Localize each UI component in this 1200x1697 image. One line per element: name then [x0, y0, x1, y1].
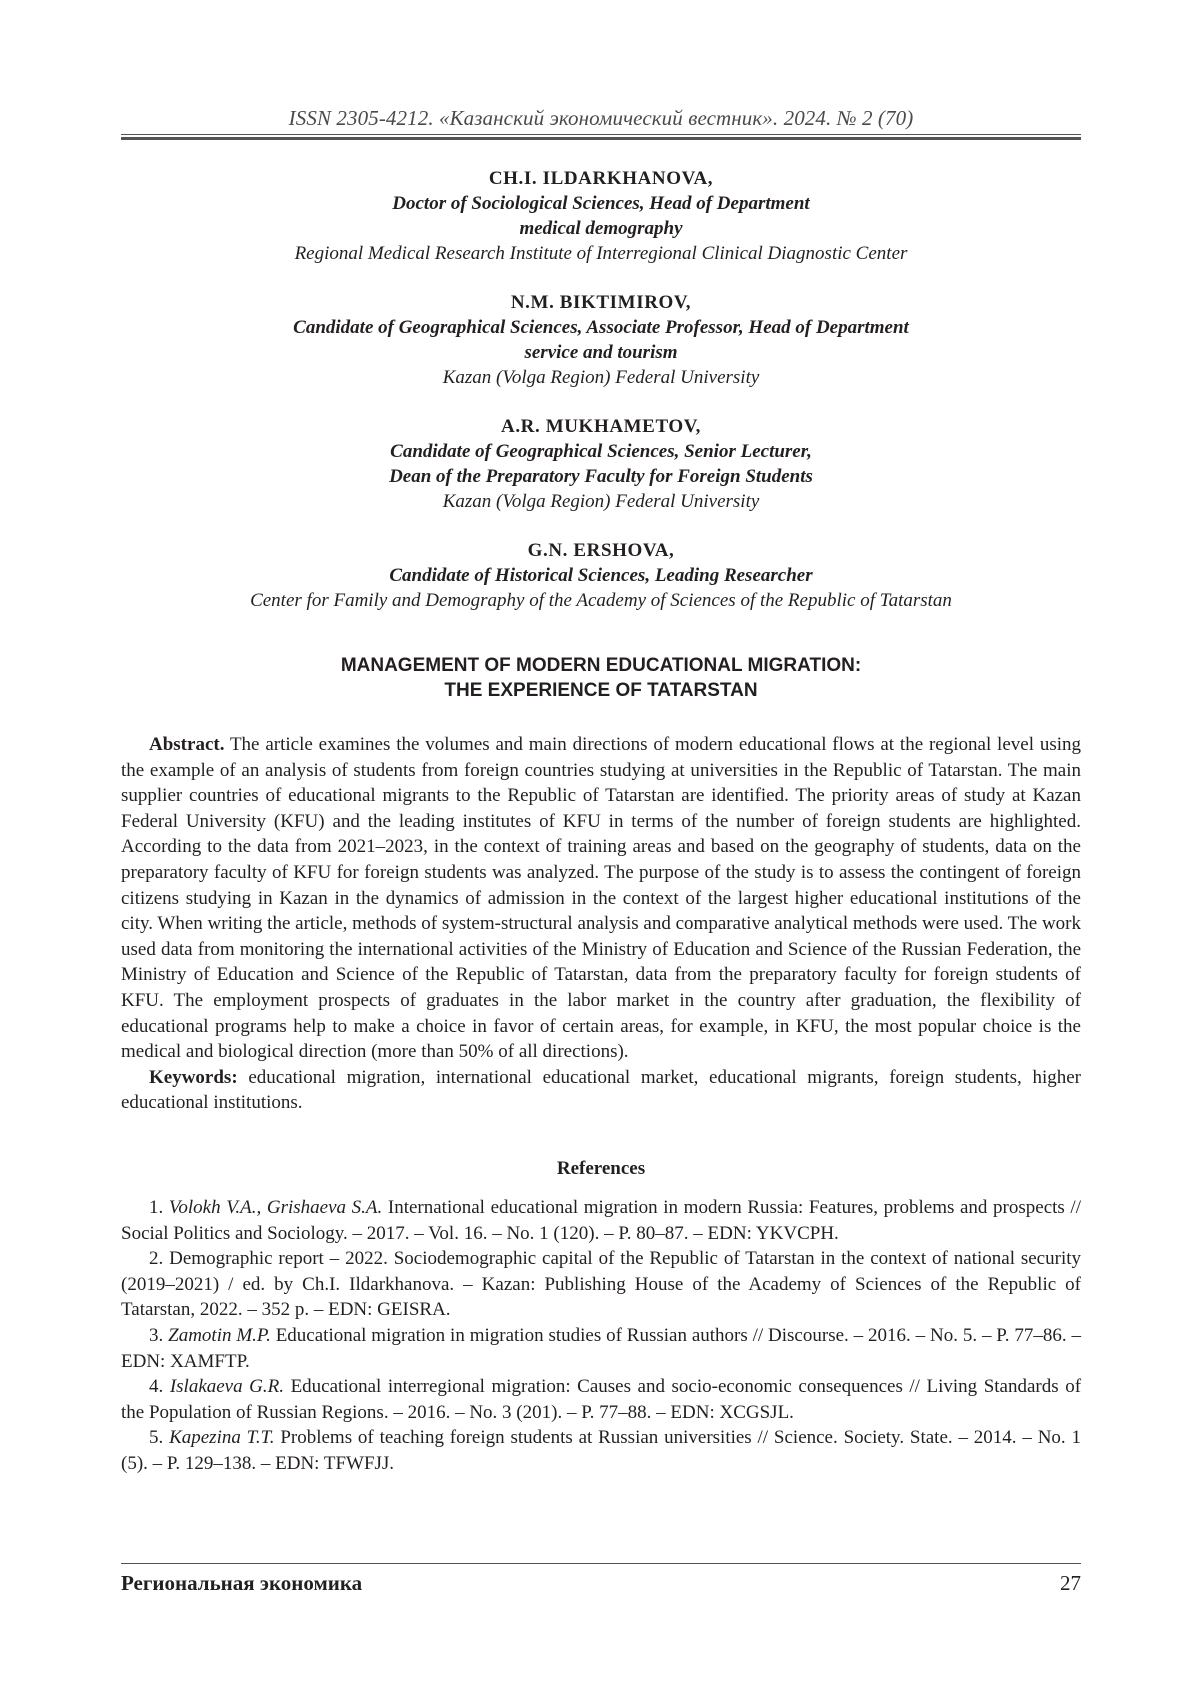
author-block [121, 166, 1081, 637]
footer-rule [121, 1563, 1081, 1564]
author-entry [121, 290, 1081, 390]
reference-text: International educational migration in modern Russia: Features, problems and prospects // Social Politics and Sociology. – 2017. – Vol. 16. – No. 1 (120). – P. 80–87. – EDN: YKVCPH. [121, 1197, 1081, 1244]
author-name: CH.I. ILDARKHANOVA, [488, 168, 714, 189]
reference-author: Islakaeva G.R. [169, 1376, 284, 1398]
running-head: ISSN 2305-4212. «Казанский экономический вестник». 2024. № 2 (70) [288, 106, 914, 130]
abstract-section [121, 732, 1081, 1116]
abstract-paragraph [121, 732, 1081, 1065]
author-name: A.R. MUKHAMETOV, [501, 416, 701, 437]
author-title: Candidate of Historical Sciences, Leading Researcher [389, 565, 813, 586]
reference-text: Problems of teaching foreign students at Russian universities // Science. Society. State. – 2014. – No. 1 (5). – P. 129–138. – EDN: TFWFJJ. [121, 1427, 1081, 1474]
reference-item [121, 1246, 1081, 1323]
reference-author: Volokh V.A., Grishaeva S.A. [168, 1197, 383, 1218]
reference-item [121, 1323, 1081, 1374]
keywords-text: educational migration, international educational market, educational migrants, foreign students, higher educational institutions. [121, 1066, 1082, 1114]
reference-number: 1. [149, 1197, 164, 1218]
references-list [121, 1195, 1081, 1477]
article-title [121, 653, 1081, 703]
author-name: N.M. BIKTIMIROV, [510, 292, 692, 313]
author-title: medical demography [519, 218, 683, 239]
reference-author: Zamotin M.P. [168, 1324, 271, 1346]
article-title-line: THE EXPERIENCE OF TATARSTAN [444, 680, 758, 701]
author-entry [121, 166, 1081, 266]
article-title-line: MANAGEMENT OF MODERN EDUCATIONAL MIGRATION: [340, 655, 862, 676]
reference-author: Kapezina T.T. [169, 1427, 275, 1449]
keywords-paragraph [121, 1065, 1081, 1116]
author-title: Dean of the Preparatory Faculty for Foreign Students [389, 466, 813, 487]
reference-item [121, 1425, 1081, 1476]
abstract-text: The article examines the volumes and main directions of modern educational flows at the regional level using the example of an analysis of students from foreign countries studying at universities in the Republic of Tatarstan. The main supplier countries of educational migrants to the Republic of Tatarstan are identified. The priority areas of study at Kazan Federal University (KFU) and the leading institutes of KFU in terms of the number of foreign students are highlighted. According to the data from 2021–2023, in the context of training areas and based on the geography of students, data on the preparatory faculty of KFU for foreign students was analyzed. The purpose of the study is to assess the contingent of foreign citizens studying in Kazan in the dynamics of admission in the context of the largest higher educational institutions of the city. When writing the article, methods of system-structural analysis and comparative analytical methods were used. The work used data from monitoring the international activities of the Ministry of Education and Science of the Russian Federation, the Ministry of Education and Science of the Republic of Tatarstan, data from the preparatory faculty for foreign students of KFU. The employment prospects of graduates in the labor market in the country after graduation, the flexibility of educational programs help to make a choice in favor of certain areas, for example, in KFU, the most popular choice is the medical and biological direction (more than 50% of all directions). [121, 734, 1081, 1063]
author-affiliation: Kazan (Volga Region) Federal University [442, 491, 760, 512]
author-title: Doctor of Sociological Sciences, Head of Department [392, 193, 810, 214]
author-entry [121, 414, 1081, 514]
reference-text: Educational interregional migration: Causes and socio-economic consequences // Living Standards of the Population of Russian Regions. – 2016. – No. 3 (201). – P. 77–88. – EDN: XCGSJL. [121, 1376, 1082, 1423]
footer-section-title: Региональная экономика [121, 1571, 363, 1595]
reference-number: 4. [149, 1376, 164, 1398]
author-title: service and tourism [524, 342, 678, 363]
author-affiliation: Regional Medical Research Institute of Interregional Clinical Diagnostic Center [294, 243, 908, 264]
author-entry [121, 538, 1081, 613]
header-rule-thick [121, 137, 1081, 140]
page-number: 27 [1060, 1571, 1081, 1595]
author-affiliation: Kazan (Volga Region) Federal University [442, 367, 760, 388]
reference-item [121, 1374, 1081, 1425]
reference-number: 5. [149, 1427, 164, 1449]
author-name: G.N. ERSHOVA, [527, 540, 675, 561]
keywords-label: Keywords: [149, 1066, 238, 1088]
author-title: Candidate of Geographical Sciences, Associate Professor, Head of Department [293, 317, 909, 338]
abstract-label: Abstract. [149, 734, 225, 755]
reference-text: Demographic report – 2022. Sociodemographic capital of the Republic of Tatarstan in the context of national security (2019–2021) / ed. by Ch.I. Ildarkhanova. – Kazan: Publishing House of the Academy of Sciences of the Republic of Tatarstan, 2022. – 352 p. – EDN: GEISRA. [121, 1248, 1082, 1321]
header-rule-thin [121, 134, 1081, 135]
reference-number: 3. [149, 1324, 164, 1346]
references-heading: References [556, 1158, 646, 1179]
reference-number: 2. [149, 1248, 164, 1270]
reference-item [121, 1195, 1081, 1246]
reference-text: Educational migration in migration studies of Russian authors // Discourse. – 2016. – No. 5. – P. 77–86. – EDN: XAMFTP. [121, 1324, 1081, 1372]
author-affiliation: Center for Family and Demography of the Academy of Sciences of the Republic of Tatarstan [250, 590, 952, 611]
author-title: Candidate of Geographical Sciences, Senior Lecturer, [390, 441, 812, 462]
